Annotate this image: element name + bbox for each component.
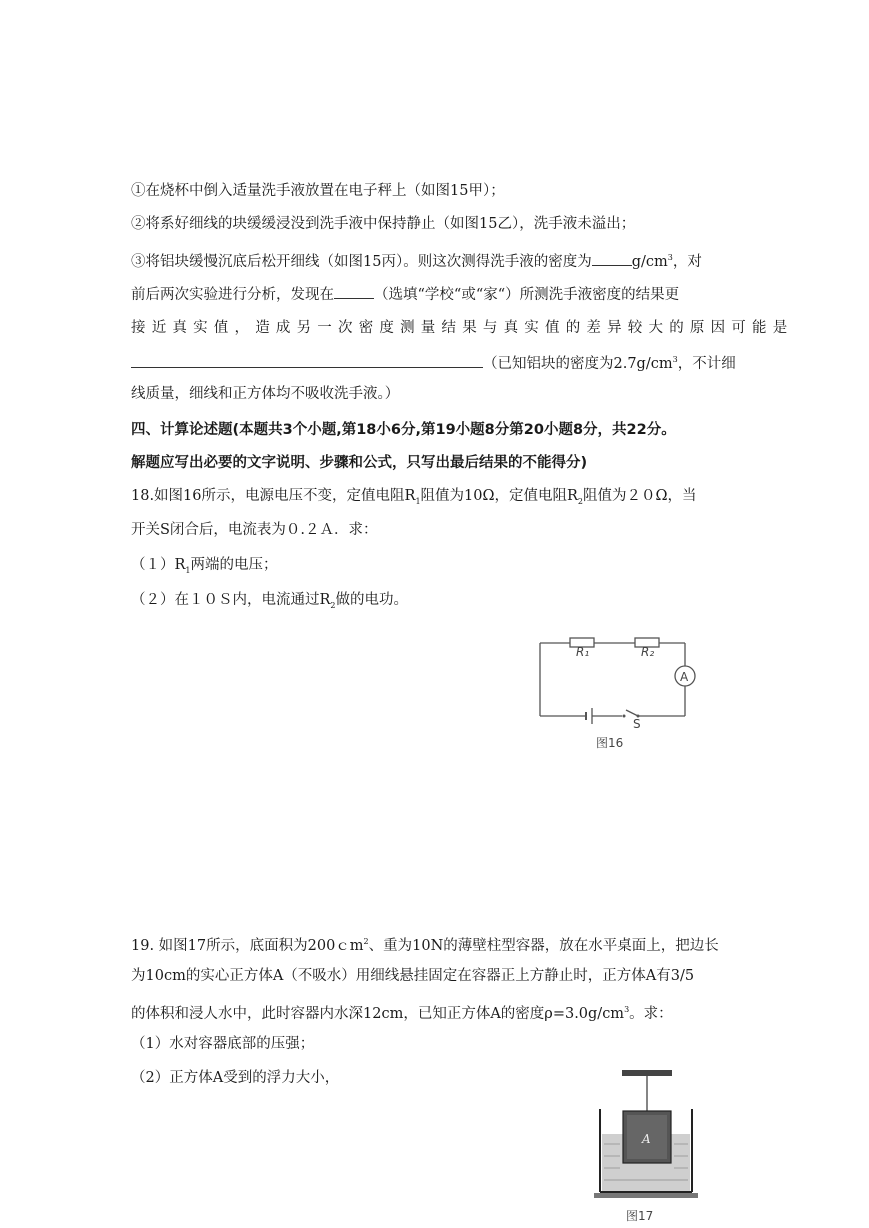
q18-part-2-b: 做的电功。	[335, 592, 409, 608]
r1-label: R₁	[576, 645, 590, 659]
q19-text-c: 的体积和浸人水中，此时容器内水深12cm，已知正方体A的密度ρ=3.0g/cm	[131, 1005, 625, 1022]
table-surface	[594, 1193, 698, 1198]
q17-step-3-text: ③将铝块缓慢沉底后松开细线（如图15丙）。则这次测得洗手液的密度为	[131, 253, 592, 270]
section-note: 解题应写出必要的文字说明、步骤和公式，只写出最后结果的不能得分)	[131, 455, 588, 471]
q17-step-7: 线质量，细线和正方体均不吸收洗手液。）	[131, 386, 400, 402]
q17-step-4	[131, 284, 679, 305]
q17-step-6-text: （已知铝块的密度为2.7g/cm	[483, 355, 673, 372]
switch-label: S	[633, 717, 641, 731]
superscript: 2	[363, 937, 369, 946]
container-diagram-figure-17	[590, 1064, 702, 1228]
subscript: 2	[330, 600, 336, 610]
q18-part-1-a: （１）R	[131, 557, 186, 573]
subscript: 1	[185, 565, 191, 575]
figure-17-caption: 图17	[626, 1209, 654, 1223]
q17-step-4-tail: （选填“学校“或“家“）所测洗手液密度的结果更	[374, 287, 680, 303]
unit-exponent: 3	[672, 355, 678, 364]
circuit-diagram-figure-16	[530, 628, 705, 753]
q19-line-1	[131, 932, 719, 956]
q18-text-c: 阻值为２０Ω，当	[583, 488, 697, 504]
answer-blank-location[interactable]	[334, 284, 374, 299]
q18-text-b: 阻值为10Ω，定值电阻R	[420, 488, 578, 504]
subscript: 1	[415, 496, 421, 506]
q17-step-3-tail: ，对	[672, 253, 702, 270]
ammeter-label: A	[680, 670, 689, 684]
answer-blank-density[interactable]	[592, 251, 632, 266]
q18-part-1	[131, 555, 278, 581]
q19-part-1: （1）水对容器底部的压强；	[131, 1036, 315, 1052]
superscript: 3	[624, 1005, 630, 1014]
q17-step-4-text: 前后两次实验进行分析，发现在	[131, 287, 334, 303]
q17-step-1: ①在烧杯中倒入适量洗手液放置在电子秤上（如图15甲）；	[131, 183, 505, 199]
answer-blank-reason[interactable]	[131, 353, 483, 368]
density-unit: g/cm	[631, 253, 668, 270]
section-heading: 四、计算论述题(本题共3个小题,第18小6分,第19小题8分第20小题8分，共22分。	[131, 422, 676, 438]
q18-part-1-b: 两端的电压；	[190, 557, 278, 573]
switch-icon	[626, 710, 638, 716]
q17-step-6-tail: ，不计细	[677, 355, 736, 372]
figure-16-caption: 图16	[596, 736, 624, 750]
q18-text-a: 18.如图16所示，电源电压不变，定值电阻R	[131, 488, 416, 504]
q17-step-6	[131, 350, 736, 374]
q17-step-5: 接近真实值，造成另一次密度测量结果与真实值的差异较大的原因可能是	[131, 320, 794, 336]
q19-text-a: 19. 如图17所示，底面积为200ｃm	[131, 937, 364, 954]
q18-part-2	[131, 590, 408, 616]
block-label: A	[642, 1132, 651, 1146]
unit-exponent: 3	[667, 253, 673, 262]
q19-part-2: （2）正方体A受到的浮力大小，	[131, 1070, 340, 1086]
q19-line-3	[131, 1000, 673, 1024]
q18-line-2: 开关S闭合后，电流表为０.２Ａ．求：	[131, 522, 378, 538]
q19-text-b: 、重为10N的薄壁柱型容器，放在水平桌面上，把边长	[368, 937, 719, 954]
q17-step-2: ②将系好细线的块缓缓浸没到洗手液中保持静止（如图15乙），洗手液未溢出；	[131, 216, 636, 232]
q19-text-d: 。求：	[629, 1005, 673, 1022]
q18-part-2-a: （２）在１０Ｓ内，电流通过R	[131, 592, 331, 608]
q18-line-1	[131, 486, 697, 512]
r2-label: R₂	[641, 645, 655, 659]
subscript: 2	[577, 496, 584, 506]
q17-step-3	[131, 248, 702, 272]
q19-line-2: 为10cm的实心正方体A（不吸水）用细线悬挂固定在容器正上方静止时，正方体A有3/5	[131, 968, 695, 984]
ceiling-support	[622, 1070, 672, 1076]
